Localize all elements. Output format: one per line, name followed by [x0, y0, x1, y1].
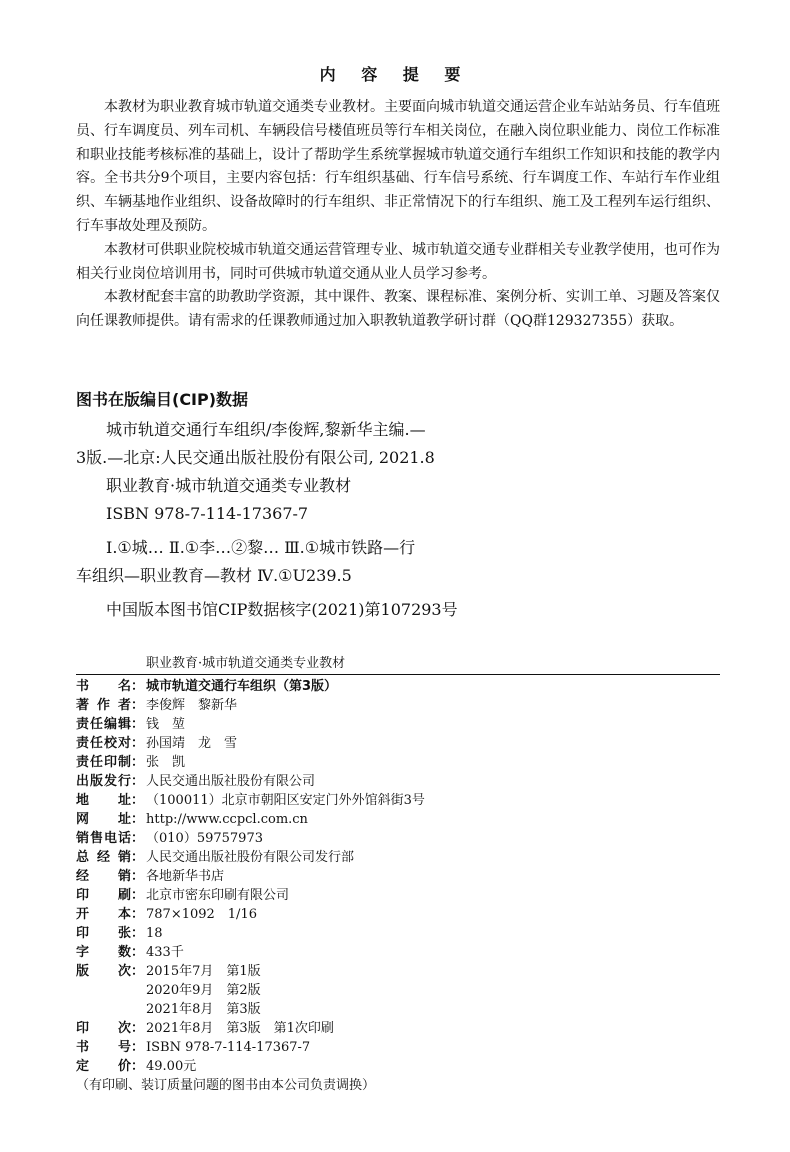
cip-line: 中国版本图书馆CIP数据核字(2021)第107293号: [106, 600, 458, 619]
imprint-value: http://www.ccpcl.com.cn: [146, 812, 308, 827]
cip-line: ISBN 978-7-114-17367-7: [106, 504, 309, 523]
imprint-label: 网 址：: [76, 812, 144, 827]
imprint-row: [76, 1038, 736, 1057]
imprint-label: 经 销：: [76, 869, 144, 884]
imprint-row: [76, 829, 736, 848]
imprint-value: 2021年8月 第3版: [146, 1002, 261, 1017]
imprint-row: [76, 734, 736, 753]
imprint-row: [76, 1000, 736, 1019]
imprint-label: 定 价：: [76, 1059, 144, 1074]
imprint-value: ISBN 978-7-114-17367-7: [146, 1040, 311, 1055]
imprint-row: [76, 677, 736, 696]
imprint-block: [76, 654, 736, 1095]
imprint-label: 字 数：: [76, 945, 144, 960]
imprint-label: 版 次：: [76, 964, 144, 979]
imprint-value: 钱 堃: [146, 717, 186, 732]
imprint-value: 李俊辉 黎新华: [146, 698, 238, 713]
imprint-label: 出 版 发 行：: [76, 774, 144, 789]
imprint-row: [76, 962, 736, 981]
imprint-row: [76, 1057, 736, 1076]
imprint-value: 2015年7月 第1版: [146, 964, 261, 979]
imprint-row: [76, 886, 736, 905]
summary-paragraph: 本教材配套丰富的助教助学资源，其中课件、教案、课程标准、案例分析、实训工单、习题及答案仅向任课教师提供。请有需求的任课教师通过加入职教轨道教学研讨群（QQ群129327355）获取。: [76, 289, 720, 330]
cip-line: 城市轨道交通行车组织/李俊辉,黎新华主编.—: [106, 420, 426, 439]
imprint-value: 18: [146, 926, 163, 941]
imprint-value: 2021年8月 第3版 第1次印刷: [146, 1021, 334, 1036]
imprint-row: [76, 715, 736, 734]
imprint-row: [76, 848, 736, 867]
imprint-value: 人民交通出版社股份有限公司发行部: [146, 850, 355, 865]
cip-heading: 图书在版编目(CIP)数据: [76, 390, 249, 409]
imprint-label: 责 任 编 辑：: [76, 717, 144, 732]
imprint-row: [76, 772, 736, 791]
imprint-value: 人民交通出版社股份有限公司: [146, 774, 316, 789]
imprint-value: 北京市密东印刷有限公司: [146, 888, 290, 903]
cip-line: 职业教育·城市轨道交通类专业教材: [106, 476, 352, 495]
imprint-series: 职业教育·城市轨道交通类专业教材: [146, 656, 346, 671]
imprint-label: 总 经 销：: [76, 850, 144, 865]
imprint-value: 各地新华书店: [146, 869, 225, 884]
imprint-value: （100011）北京市朝阳区安定门外外馆斜街3号: [146, 793, 425, 808]
cip-line: 车组织—职业教育—教材 Ⅳ.①U239.5: [76, 566, 352, 585]
imprint-note: （有印刷、装订质量问题的图书由本公司负责调换）: [76, 1078, 376, 1093]
imprint-row: [76, 943, 736, 962]
imprint-row: [76, 696, 736, 715]
summary-paragraph: 本教材可供职业院校城市轨道交通运营管理专业、城市轨道交通专业群相关专业教学使用，也可作为相关行业岗位培训用书，同时可供城市轨道交通从业人员学习参考。: [76, 241, 720, 282]
imprint-label: [76, 981, 144, 1000]
imprint-label: 责 任 校 对：: [76, 736, 144, 751]
imprint-label: 开 本：: [76, 907, 144, 922]
imprint-row: [76, 791, 736, 810]
imprint-label: 书 名：: [76, 679, 144, 694]
cip-line: Ⅰ.①城… Ⅱ.①李…②黎… Ⅲ.①城市铁路—行: [106, 538, 416, 557]
imprint-row: [76, 924, 736, 943]
imprint-row: [76, 1019, 736, 1038]
imprint-label: 著 作 者：: [76, 698, 144, 713]
imprint-label: 责 任 印 制：: [76, 755, 144, 770]
imprint-value: 孙国靖 龙 雪: [146, 736, 238, 751]
imprint-row: [76, 810, 736, 829]
imprint-divider: [76, 674, 720, 675]
cip-line: 3版.—北京:人民交通出版社股份有限公司, 2021.8: [76, 448, 435, 467]
imprint-label: 印 刷：: [76, 888, 144, 903]
imprint-value: 城市轨道交通行车组织（第3版）: [146, 679, 338, 694]
imprint-row: [76, 753, 736, 772]
imprint-label: 销 售 电 话：: [76, 831, 144, 846]
imprint-value: 2020年9月 第2版: [146, 983, 261, 998]
summary-title: 内 容 提 要: [319, 65, 471, 84]
imprint-label: 印 次：: [76, 1021, 144, 1036]
imprint-value: 787×1092 1/16: [146, 907, 257, 922]
imprint-value: （010）59757973: [146, 831, 263, 846]
imprint-label: 书 号：: [76, 1040, 144, 1055]
imprint-label: 印 张：: [76, 926, 144, 941]
imprint-row: [76, 981, 736, 1000]
imprint-rows: [76, 677, 736, 1076]
imprint-value: 49.00元: [146, 1059, 197, 1074]
summary-paragraph: 本教材为职业教育城市轨道交通类专业教材。主要面向城市轨道交通运营企业车站站务员、行车值班员、行车调度员、列车司机、车辆段信号楼值班员等行车相关岗位，在融入岗位职业能力、岗位工作标准和职业技能考核标准的基础上，设计了帮助学生系统掌握城市轨道交通行车组织工作知识和技能的教学内容。全书共分9个项目，主要内容包括：行车组织基础、行车信号系统、行车调度工作、车站行车作业组织、车辆基地作业组织、设备故障时的行车组织、非正常情况下的行车组织、施工及工程列车运行组织、行车事故处理及预防。: [76, 99, 720, 234]
imprint-label: 地 址：: [76, 793, 144, 808]
imprint-row: [76, 905, 736, 924]
imprint-value: 张 凯: [146, 755, 186, 770]
imprint-label: [76, 1000, 144, 1019]
cip-block: [76, 416, 736, 624]
summary-section: [76, 96, 720, 334]
imprint-row: [76, 867, 736, 886]
imprint-value: 433千: [146, 945, 184, 960]
